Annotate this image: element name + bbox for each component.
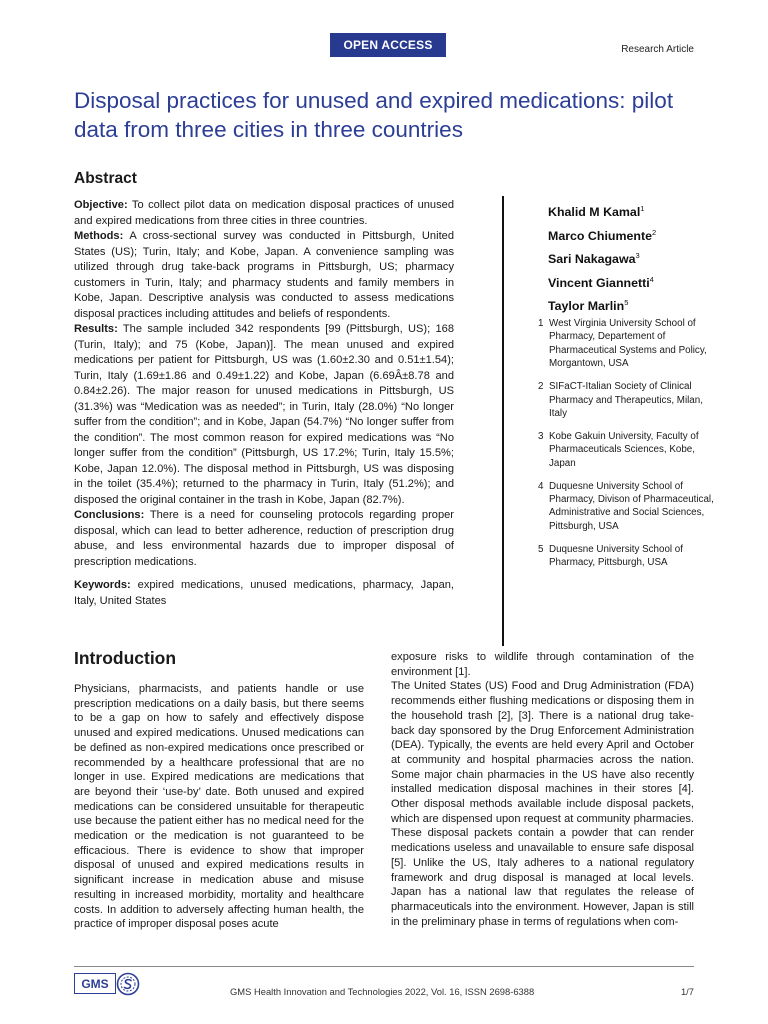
affiliation-number: 4 bbox=[538, 480, 544, 492]
gms-emblem-icon bbox=[116, 972, 140, 996]
abstract-body bbox=[74, 198, 454, 609]
affiliation-text: Duquesne University School of Pharmacy, Divison of Pharmaceutical, Administrative and Social Sciences, Pittsburgh, USA bbox=[549, 480, 714, 532]
intro-paragraph: exposure risks to wildlife through contamination of the environment [1]. bbox=[391, 651, 694, 678]
results-label: Results: bbox=[74, 323, 118, 335]
keywords-label: Keywords: bbox=[74, 579, 131, 591]
abstract-methods bbox=[74, 229, 454, 322]
author-name: Taylor Marlin$^5$ bbox=[548, 298, 629, 313]
author-affiliation-number: 5 bbox=[624, 298, 629, 307]
abstract-objective bbox=[74, 198, 454, 229]
introduction-right-column bbox=[391, 650, 694, 929]
affiliation-number: 2 bbox=[538, 381, 544, 393]
affiliation-item bbox=[538, 430, 718, 470]
intro-paragraph: Physicians, pharmacists, and patients handle or use prescription medications on a daily basis, but there seems to be a gap on how to safely and effectively dispose unused and expired medications. Unused medications can be defined as non-expired medications once prescribed or recommended by a healthcare professional that are no longer in use. Expired medications are medications that are beyond their ‘use-by’ date. Both unused and expired medications can be considered unsuitable for therapeutic use because the patient either has no medical need for the medication or the medication is not guaranteed to be efficacious. There is evidence to show that improper disposal of unused and expired medications results in significant increase in medication abuse and misuse resulting in increased morbidity, mortality and healthcare costs. In addition to adversely affecting human health, the practice of improper disposal poses acute bbox=[74, 683, 364, 931]
abstract-conclusions bbox=[74, 508, 454, 570]
affiliation-text: Kobe Gakuin University, Faculty of Pharmaceuticals Sciences, Kobe, Japan bbox=[549, 430, 699, 469]
author-list bbox=[548, 199, 748, 317]
affiliation-text: West Virginia University School of Pharmacy, Departement of Pharmaceutical Systems and Policy, Morgantown, USA bbox=[549, 318, 707, 370]
affiliation-item bbox=[538, 543, 718, 570]
introduction-heading: Introduction bbox=[74, 648, 177, 668]
author-name: Sari Nakagawa$^3$ bbox=[548, 251, 640, 266]
author-name: Khalid M Kamal$^1$ bbox=[548, 204, 645, 219]
gms-logo: GMS bbox=[74, 973, 116, 994]
affiliation-number: 3 bbox=[538, 430, 544, 442]
affiliation-item bbox=[538, 380, 718, 420]
objective-label: Objective: bbox=[74, 199, 128, 211]
conclusions-text: There is a need for counseling protocols regarding proper disposal, which can lead to better adherence, reduction of prescription drug abuse, and less environmental hazards due to improper disposal of prescription medications. bbox=[74, 509, 454, 568]
introduction-left-column bbox=[74, 682, 364, 932]
affiliation-text: SIFaCT-Italian Society of Clinical Pharmacy and Therapeutics, Milan, Italy bbox=[549, 381, 703, 419]
affiliation-item bbox=[538, 317, 718, 371]
column-divider bbox=[502, 196, 504, 646]
page-number: 1/7 bbox=[680, 986, 694, 997]
results-text: The sample included 342 respondents [99 (Pittsburgh, US); 168 (Turin, Italy); and 75 (Kobe, Japan)]. The mean unused and expired medications per patient for Pittsburgh, US was (1.60±2.30 and 0.51±1.54); Turin, Italy (1.69±1.86 and 0.49±1.22) and Kobe, Japan (6.69Â±8.78 and 0.84±2.26). The major reason for unused medications in Pittsburgh, US (31.3%) was “Medication was as needed”; in Turin, Italy (28.0%) “No longer suffer from the condition”; and in Kobe, Japan (54.7%) “No longer suffer from the condition”. The most common reason for expired medications was “No longer suffer from the condition” (Pittsburgh, US 17.2%; Turin, Italy 15.5%; Kobe, Japan 12.0%). The disposal method in Pittsburgh, US was disposing in the toilet (35.4%); returned to the pharmacy in Turin, Italy (51.2%); and disposed the original container in the trash in Kobe, Japan (82.7%). bbox=[74, 323, 454, 506]
affiliation-number: 5 bbox=[538, 543, 544, 555]
article-type-label: Research Article bbox=[621, 44, 694, 55]
author-affiliation-number: 2 bbox=[651, 227, 657, 237]
conclusions-label: Conclusions: bbox=[74, 509, 145, 521]
author-affiliation-number: 1 bbox=[640, 204, 645, 213]
affiliation-number: 1 bbox=[538, 318, 544, 329]
methods-label: Methods: bbox=[74, 230, 124, 242]
abstract-results bbox=[74, 322, 454, 508]
abstract-keywords bbox=[74, 578, 454, 609]
affiliation-list bbox=[538, 317, 718, 579]
open-access-badge: OPEN ACCESS bbox=[330, 33, 446, 57]
affiliation-item bbox=[538, 480, 718, 534]
author-name: Vincent Giannetti$^4$ bbox=[548, 274, 654, 290]
author-affiliation-number: 3 bbox=[635, 251, 640, 260]
article-title: Disposal practices for unused and expired medications: pilot data from three cities in three countries bbox=[74, 88, 674, 142]
abstract-heading: Abstract bbox=[74, 170, 137, 187]
footer-divider bbox=[74, 966, 694, 967]
keywords-text: expired medications, unused medications, pharmacy, Japan, Italy, United States bbox=[74, 579, 454, 607]
intro-paragraph: The United States (US) Food and Drug Administration (FDA) recommends either flushing medications or disposing them in the household trash [2], [3]. There is a national drug take-back day sponsored by the Drug Enforcement Administration (DEA). Typically, the events are held every April and October at community and hospital pharmacies across the nation. Some major chain pharmacies in the US have also recently installed medication disposal machines in their stores [4]. Other disposal methods available include disposal packets, which are dispensed upon request at community pharmacies. These disposal packets contain a powder that can render medications useless and unavailable to ensure safe disposal [5]. Unlike the US, Italy adheres to a national regulatory framework and drug disposal is managed at local levels. Japan has a national law that regulates the release of pharmaceuticals into the environment. However, Japan is still in the preliminary phase in terms of regulations when com- bbox=[391, 680, 694, 928]
affiliation-text: Duquesne University School of Pharmacy, Pittsburgh, USA bbox=[549, 543, 683, 569]
methods-text: A cross-sectional survey was conducted in Pittsburgh, United States (US); Turin, Italy; and Kobe, Japan. A convenience sampling was utilized through drug take-back programs in Pittsburgh, US; pharmacy customers in Turin, Italy; and pharmacy students and family members in Kobe, Japan. Descriptive analysis was conducted to assess medications disposal practices including attitudes and beliefs of respondents. bbox=[74, 230, 454, 320]
journal-citation: GMS Health Innovation and Technologies 2022, Vol. 16, ISSN 2698-6388 bbox=[230, 986, 535, 997]
objective-text: To collect pilot data on medication disposal practices of unused and expired medications from three cities in three countries. bbox=[74, 199, 454, 227]
author-affiliation-number: 4 bbox=[649, 274, 654, 284]
author-name: Marco Chiumente$^2$ bbox=[548, 227, 657, 243]
